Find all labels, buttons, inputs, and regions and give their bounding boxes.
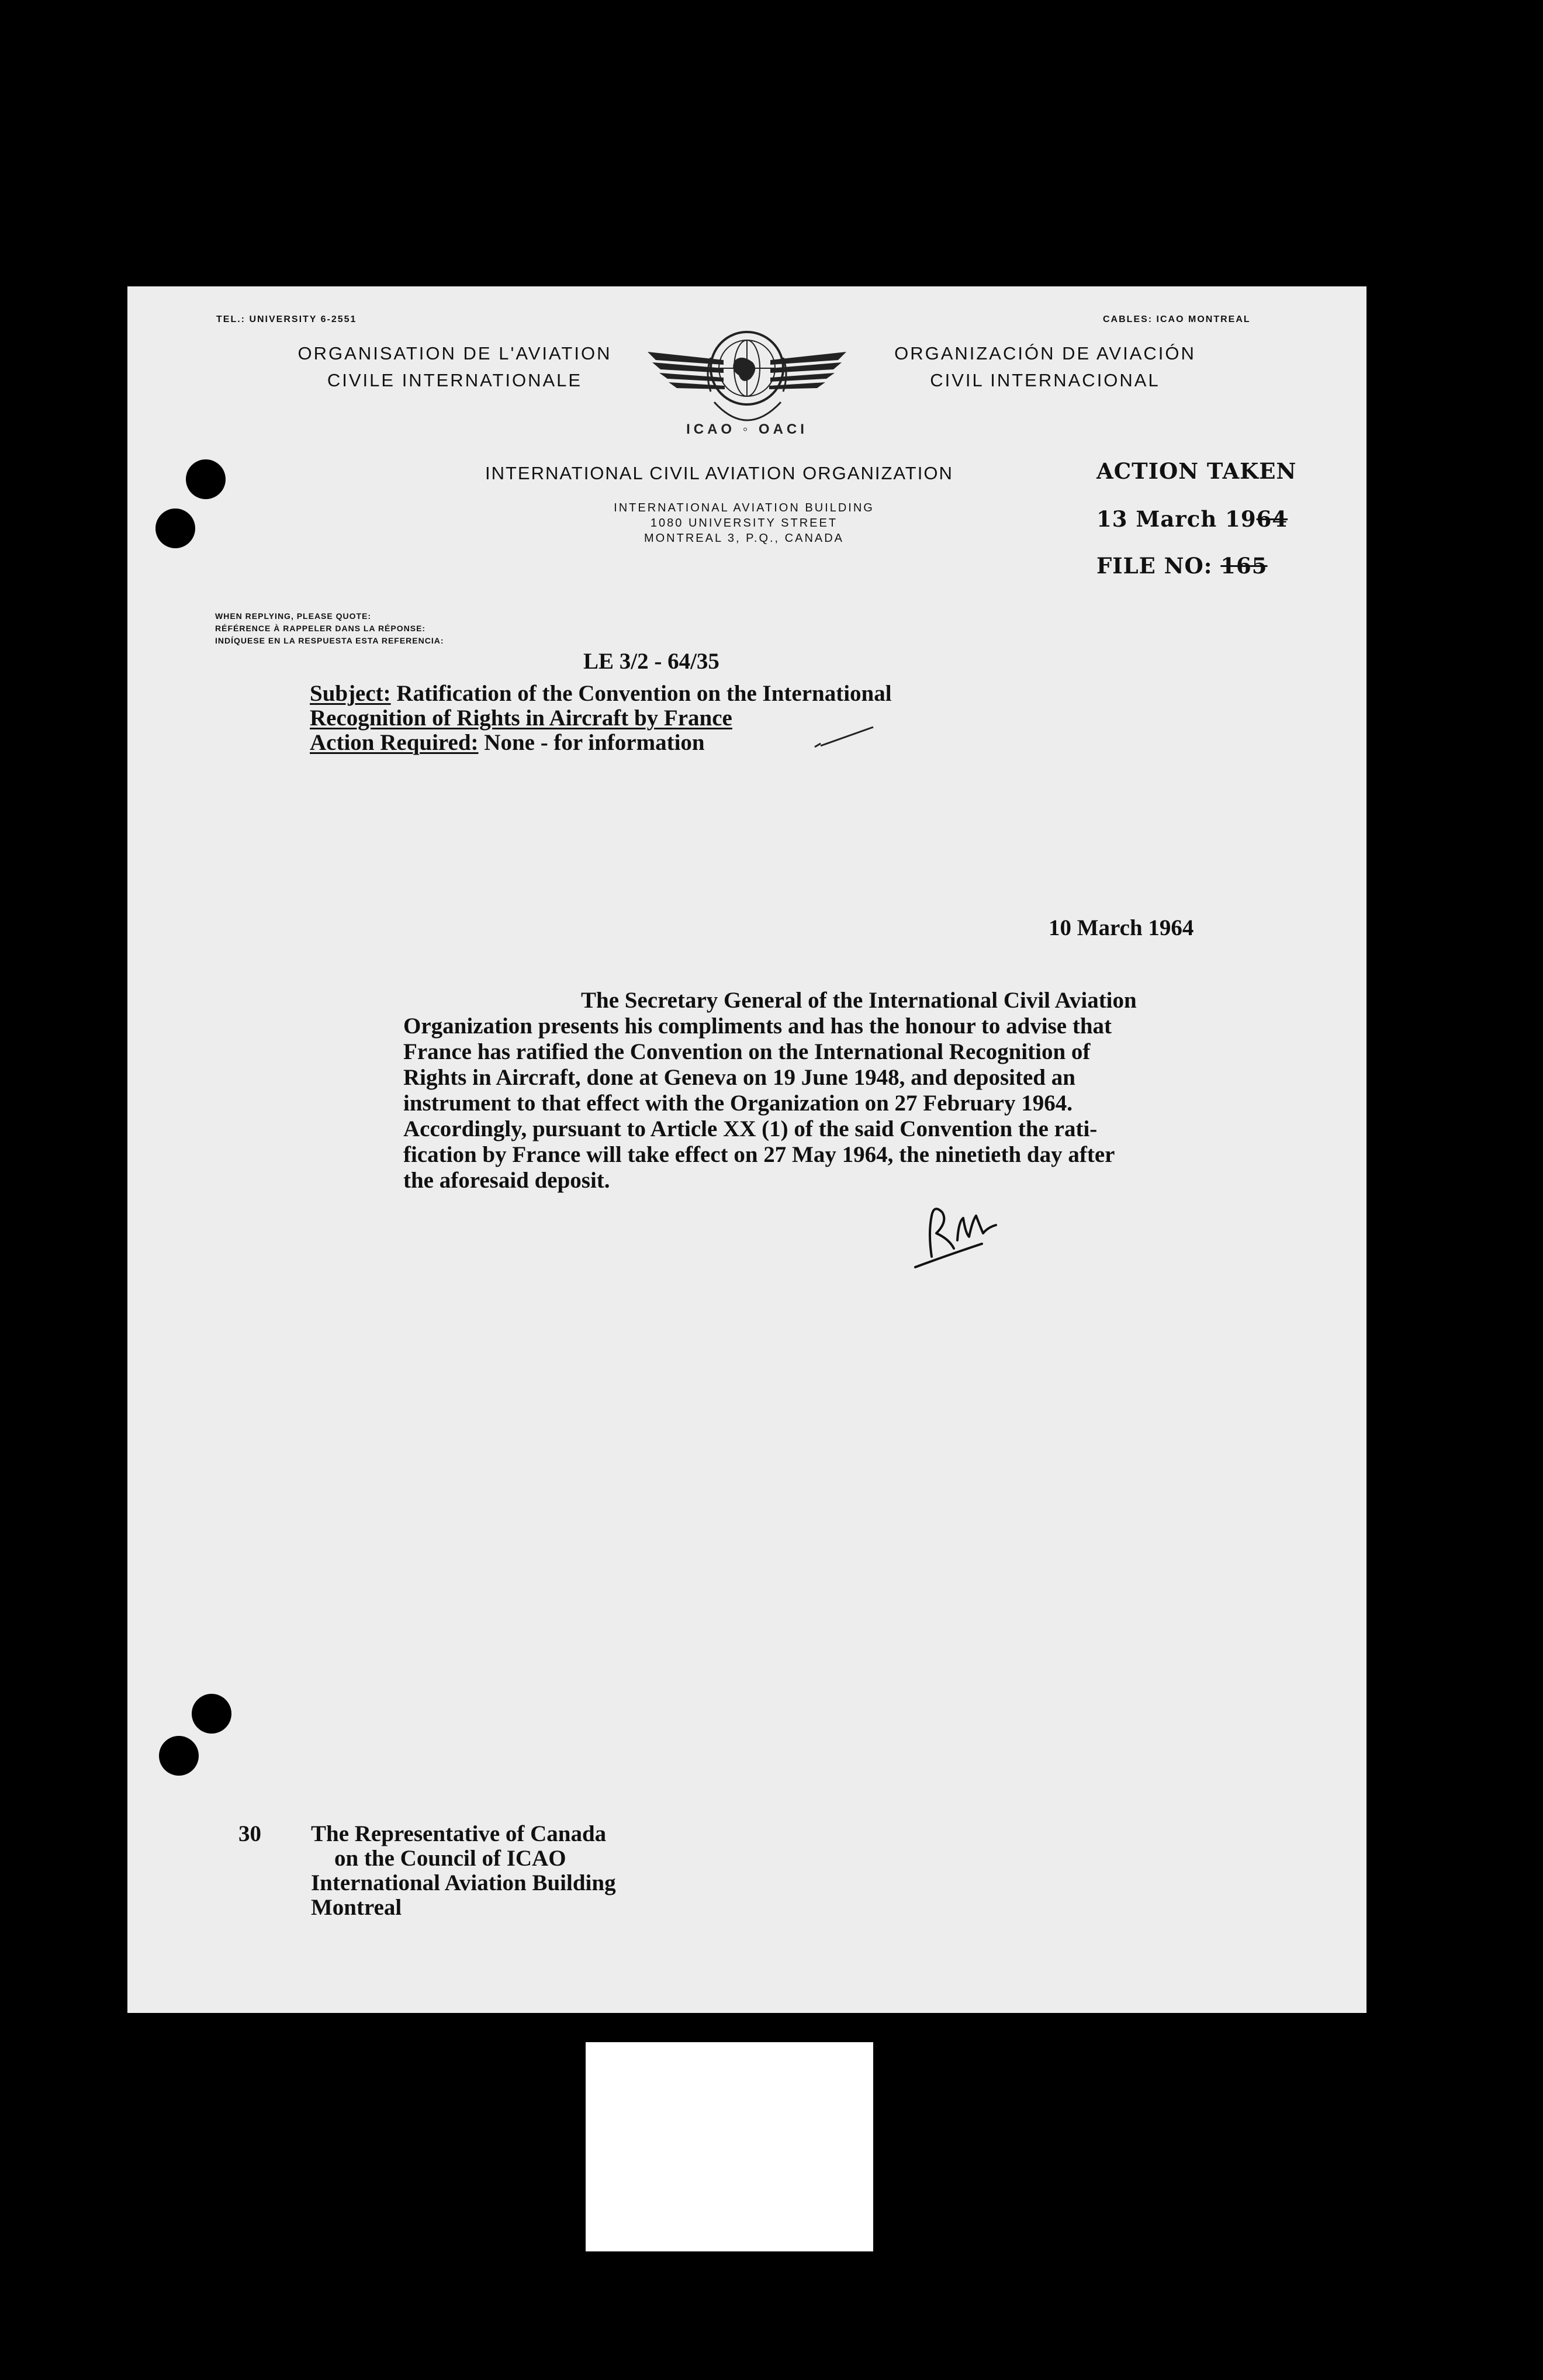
recipient-line-2: on the Council of ICAO	[334, 1846, 566, 1871]
punch-hole	[192, 1694, 231, 1734]
subject-text-line1: Ratification of the Convention on the International	[396, 681, 892, 706]
file-number-label: FILE NO:	[1096, 553, 1213, 579]
telephone-line: TEL.: UNIVERSITY 6-2551	[216, 314, 357, 324]
handwritten-initials-signature	[908, 1192, 1019, 1274]
body-line-8: the aforesaid deposit.	[403, 1168, 610, 1193]
body-line-7: fication by France will take effect on 27 May 1964, the ninetieth day after	[403, 1142, 1115, 1167]
cables-line: CABLES: ICAO MONTREAL	[1103, 314, 1251, 324]
reply-note-fr: RÉFÉRENCE À RAPPELER DANS LA RÉPONSE:	[215, 624, 426, 633]
action-date-struck-year: 64	[1256, 506, 1288, 532]
action-date-prefix: 13 March 19	[1096, 506, 1257, 532]
blank-label-box	[586, 2042, 873, 2251]
address-line1: INTERNATIONAL AVIATION BUILDING	[614, 501, 874, 514]
address-line2: 1080 UNIVERSITY STREET	[650, 517, 838, 530]
org-address	[577, 500, 911, 546]
subject-text-line2: Recognition of Rights in Aircraft by France	[310, 705, 732, 731]
body-line-1: The Secretary General of the International Civil Aviation	[581, 988, 1137, 1013]
file-number-value: 165	[1220, 553, 1268, 579]
icao-emblem-icon	[642, 304, 852, 444]
check-mark-icon	[812, 724, 877, 753]
letter-reference: LE 3/2 - 64/35	[583, 649, 719, 674]
recipient-line-3: International Aviation Building	[311, 1870, 616, 1895]
file-number	[1096, 553, 1268, 579]
body-line-5: instrument to that effect with the Organization on 27 February 1964.	[403, 1091, 1073, 1116]
body-line-6: Accordingly, pursuant to Article XX (1) of the said Convention the rati-	[403, 1116, 1098, 1141]
subject-continuation	[310, 705, 732, 731]
reply-note-en: WHEN REPLYING, PLEASE QUOTE:	[215, 611, 372, 621]
action-taken-stamp: ACTION TAKEN	[1096, 458, 1297, 484]
org-name-french	[282, 340, 627, 394]
recipient-line-1: The Representative of Canada	[311, 1821, 607, 1846]
recipient-line-4: Montreal	[311, 1895, 402, 1920]
body-line-4: Rights in Aircraft, done at Geneva on 19 June 1948, and deposited an	[403, 1065, 1075, 1090]
org-name-spanish	[876, 340, 1215, 394]
subject-label: Subject:	[310, 681, 391, 706]
action-required-label: Action Required:	[310, 730, 479, 755]
body-line-2: Organization presents his compliments and has the honour to advise that	[403, 1013, 1112, 1039]
action-required-line	[310, 730, 705, 756]
action-date	[1096, 506, 1288, 532]
action-required-text: None - for information	[484, 730, 705, 755]
body-line-3: France has ratified the Convention on the International Recognition of	[403, 1039, 1091, 1064]
reply-reference-note	[215, 610, 444, 647]
reply-note-es: INDÍQUESE EN LA RESPUESTA ESTA REFERENCIA:	[215, 636, 444, 645]
punch-hole	[155, 508, 195, 548]
letter-page	[127, 286, 1366, 2013]
recipient-number: 30	[238, 1821, 261, 1846]
org-name-spanish-line1: ORGANIZACIÓN DE AVIACIÓN	[894, 343, 1196, 364]
address-line3: MONTREAL 3, P.Q., CANADA	[644, 532, 845, 545]
subject-line	[310, 681, 892, 707]
org-name-french-line2: CIVILE INTERNATIONALE	[327, 370, 583, 390]
org-name-spanish-line2: CIVIL INTERNACIONAL	[930, 370, 1160, 390]
punch-hole	[159, 1736, 199, 1776]
punch-hole	[186, 459, 226, 499]
org-name-english: INTERNATIONAL CIVIL AVIATION ORGANIZATION	[485, 463, 953, 483]
org-name-french-line1: ORGANISATION DE L'AVIATION	[297, 343, 612, 364]
emblem-text: ICAO ◦ OACI	[686, 421, 808, 437]
letter-date: 10 March 1964	[1049, 915, 1194, 940]
